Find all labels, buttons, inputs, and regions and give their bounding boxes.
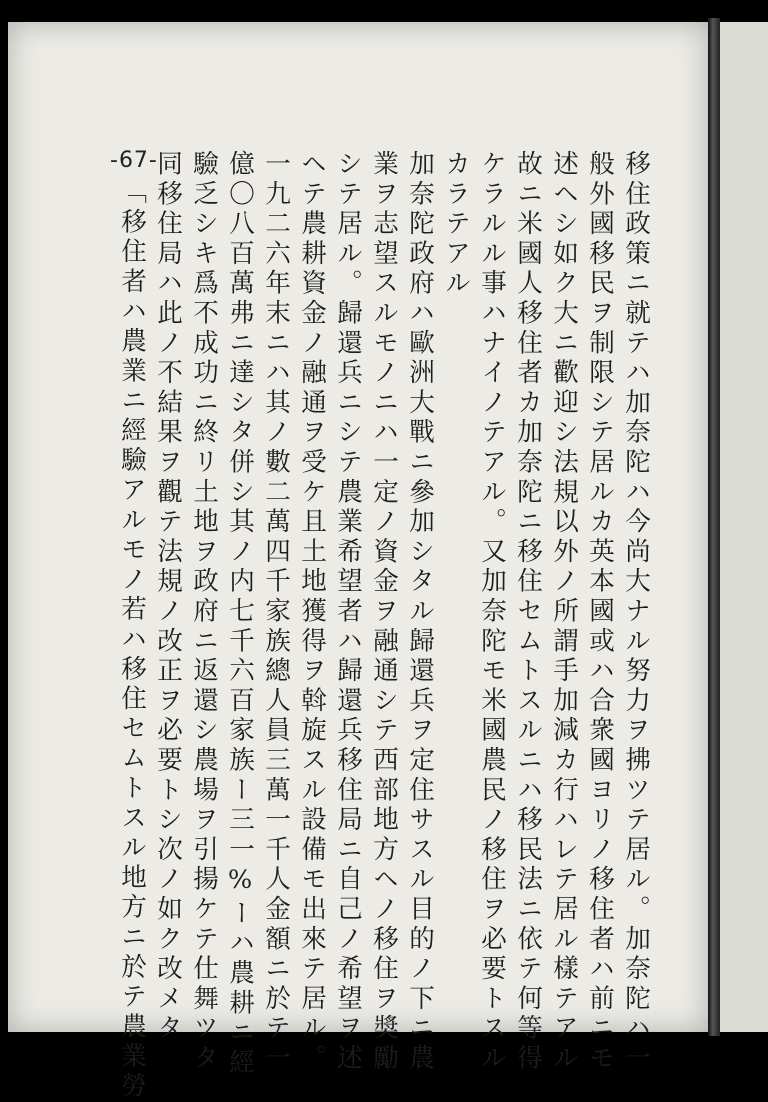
page-number: -67- [110,148,158,173]
text-column-4: 故ニ米國人移住者カ加奈陀ニ移住セムトスルニハ移民法ニ依テ何等得 [513,150,543,1074]
text-column-9: シテ居ル。歸還兵ニシテ農業希望者ハ歸還兵移住局ニ自己ノ希望ヲ述 [333,150,363,1074]
text-column-3: 述ヘシ如ク大ニ歡迎シ法規以外ノ所謂手加減カ行ハレテ居ル樣テアル [549,150,579,1074]
text-column-2: 般外國移民ヲ制限シテ居ルカ英本國或ハ合衆國ヨリノ移住者ハ前ニモ [585,150,615,1074]
text-column-7: 加奈陀政府ハ歐洲大戰ニ參加シタル歸還兵ヲ定住サスル目的ノ下ニ農 [405,150,435,1074]
text-column-11: 一九二六年末ニハ其ノ數二萬四千家族總人員三萬一千人金額ニ於テ一 [261,150,291,1074]
adjacent-page-edge [720,22,768,1032]
text-column-13: 驗乏シキ爲不成功ニ終リ土地ヲ政府ニ返還シ農場ヲ引揚ケテ仕舞ツタ [189,150,219,1074]
text-column-10: ヘテ農耕資金ノ融通ヲ受ケ且土地獲得ヲ斡旋スル設備モ出來テ居ル。 [297,150,327,1074]
text-column-1: 移住政策ニ就テハ加奈陀ハ今尚大ナル努力ヲ拂ツテ居ル。加奈陀ハ一 [621,150,651,1074]
text-column-15: 「移住者ハ農業ニ經驗アルモノ若ハ移住セムトスル地方ニ於テ農業勞 [117,178,147,1102]
text-column-6: カラテアル [441,150,471,299]
text-column-5: ケラルル事ハナイノテアル。又加奈陀モ米國農民ノ移住ヲ必要トスル [477,150,507,1074]
text-column-12: 億〇八百萬弗ニ達シタ併シ其ノ内七千六百家族ー三一%ーハ農耕ニ經 [225,150,255,1079]
book-spine [708,18,720,1036]
text-column-8: 業ヲ志望スルモノニハ一定ノ資金ヲ融通シテ西部地方ヘノ移住ヲ奬勵 [369,150,399,1074]
text-column-14: 同移住局ハ此ノ不結果ヲ觀テ法規ノ改正ヲ必要トシ次ノ如ク改メタ [153,150,183,1044]
